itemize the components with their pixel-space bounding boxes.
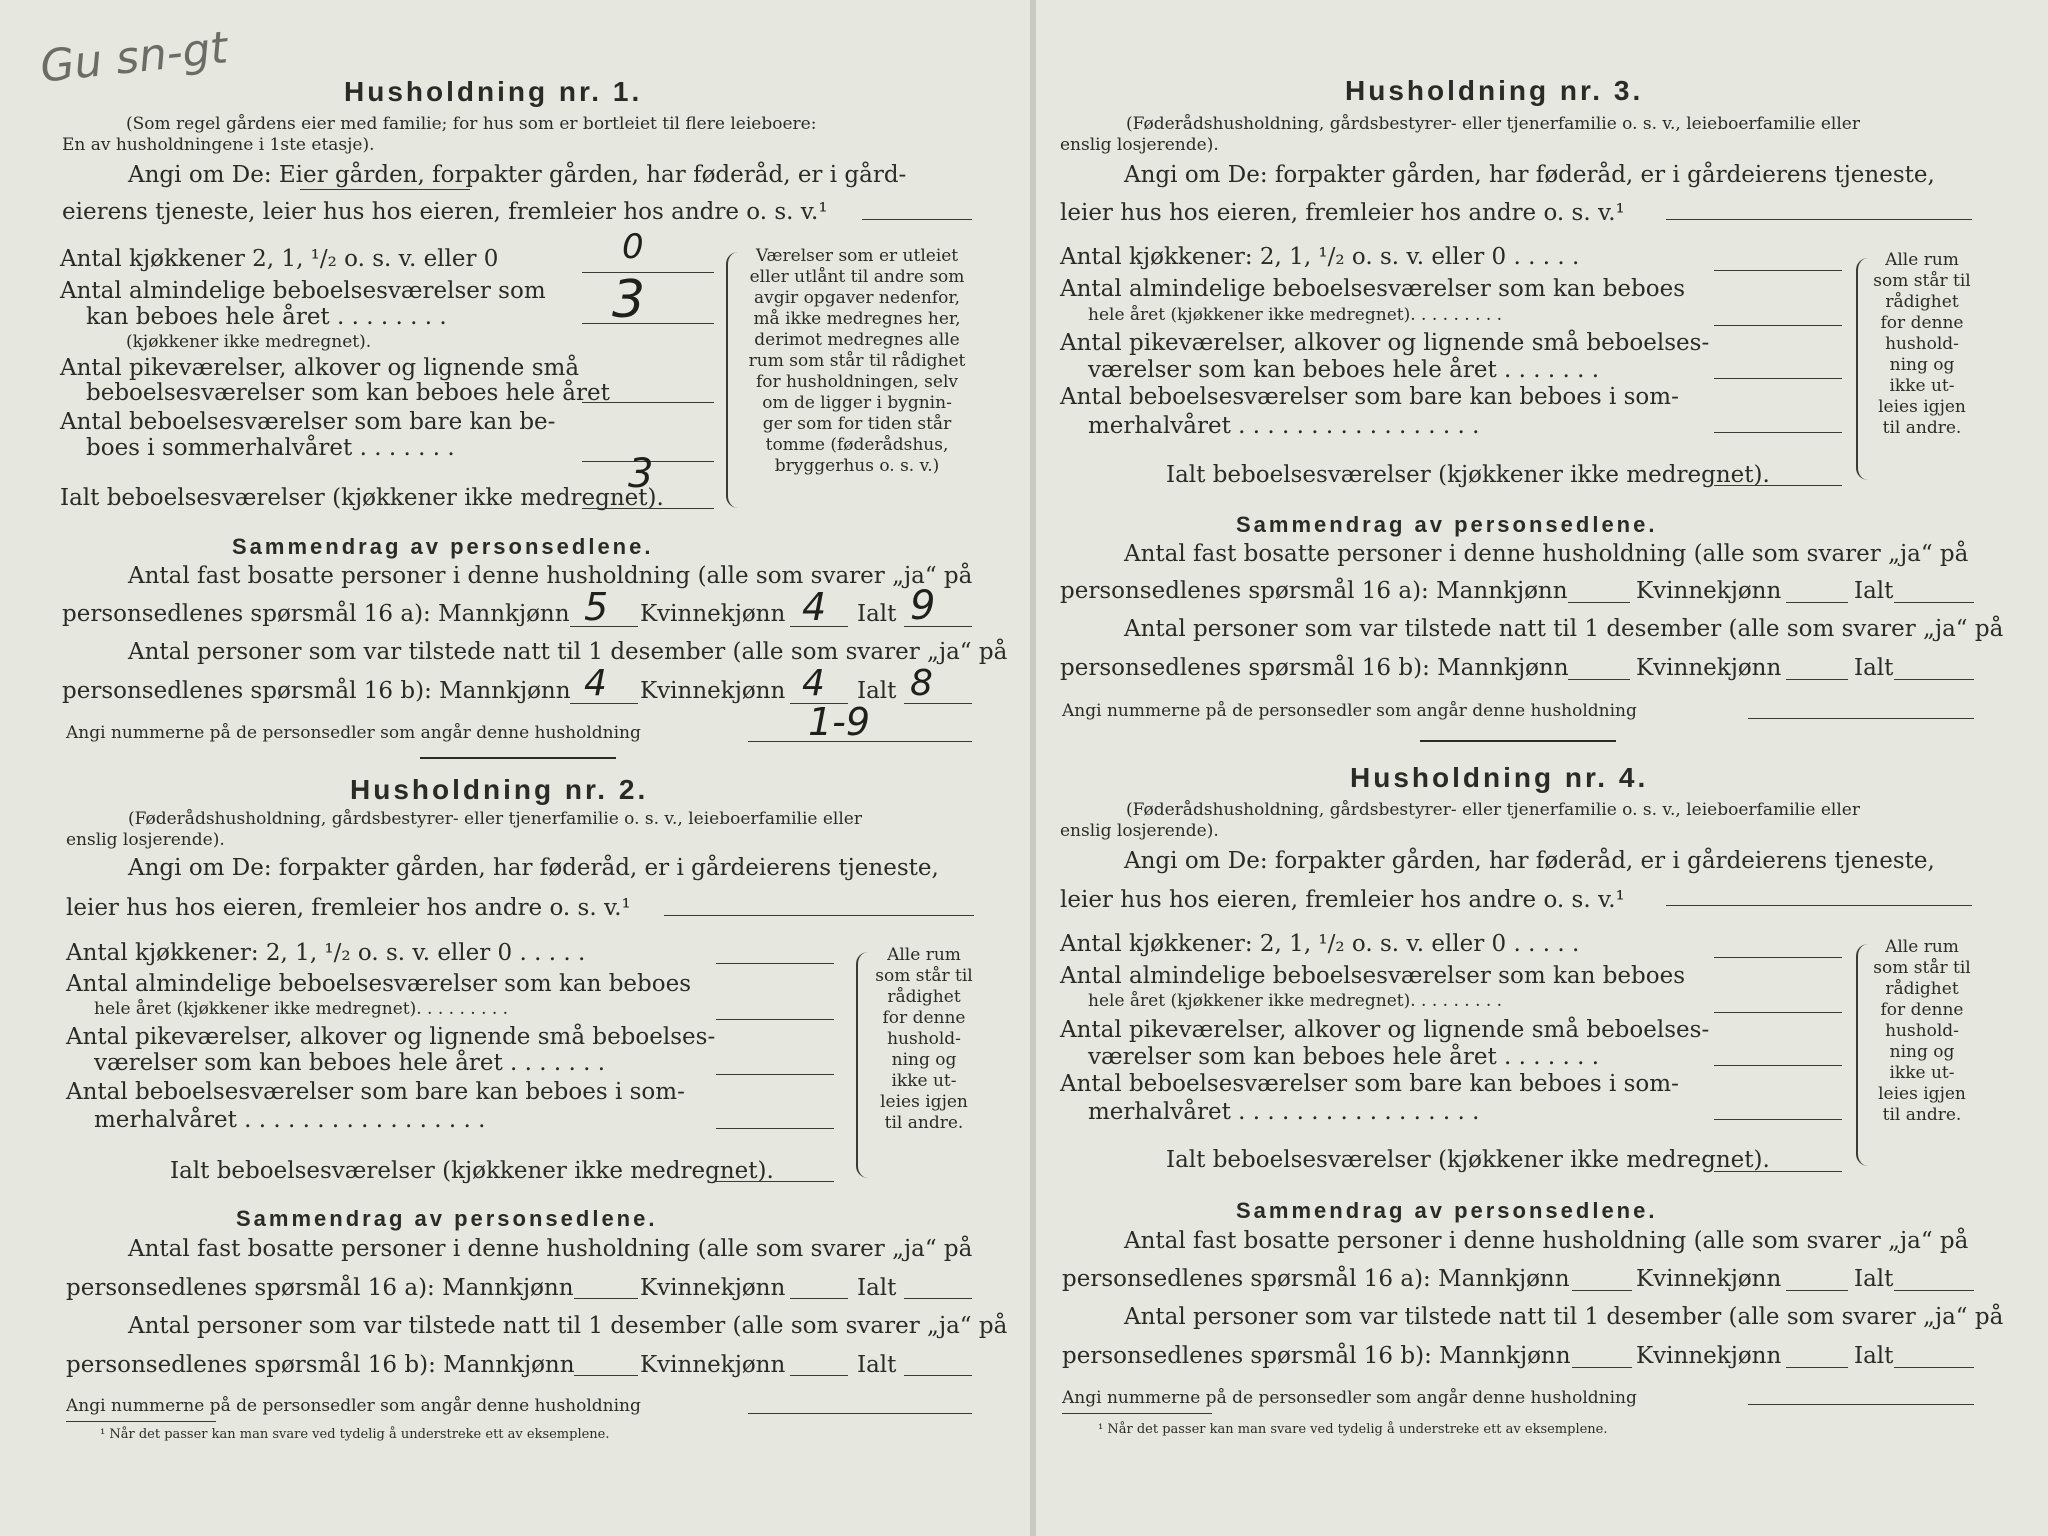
household-1-summary: Antal personer som var tilstede natt til 1 desember (alle som svarer „ja“ på [128, 639, 1008, 665]
household-4-summary-title: Sammendrag av personsedlene. [1236, 1198, 1658, 1223]
answer-line [1568, 679, 1630, 680]
answer-line [582, 272, 714, 273]
household-4-row: Antal kjøkkener: 2, 1, ¹/₂ o. s. v. eller 0 . . . . . [1060, 931, 1580, 957]
answer-line [1786, 1290, 1848, 1291]
footnote-right: ¹ Når det passer kan man svare ved tydelig å understreke ett av eksemplene. [1098, 1422, 1608, 1437]
answer-fast-total: 9 [910, 583, 936, 629]
household-2-summary: Ialt [857, 1275, 897, 1301]
answer-line [582, 508, 714, 509]
household-2-row: hele året (kjøkkener ikke medregnet). . . . . . . . . [94, 999, 509, 1019]
household-1-row: Ialt beboelsesværelser (kjøkkener ikke medregnet). [60, 485, 664, 511]
answer-line [1714, 270, 1842, 271]
answer-line [716, 1181, 834, 1182]
household-4-summary: Antal fast bosatte personer i denne husholdning (alle som svarer „ja“ på [1124, 1228, 1969, 1254]
answer-line [1786, 1367, 1848, 1368]
household-1-note: (Som regel gårdens eier med familie; for hus som er bortleiet til flere leieboere: [126, 114, 817, 134]
household-4-summary: Ialt [1854, 1343, 1894, 1369]
answer-total-rooms: 3 [628, 451, 654, 497]
household-3-summary: Ialt [1854, 655, 1894, 681]
household-3-note: enslig losjerende). [1060, 135, 1219, 155]
answer-line [664, 915, 974, 916]
answer-line [748, 1413, 972, 1414]
household-4-summary: personsedlenes spørsmål 16 a): Mannkjønn [1062, 1266, 1570, 1292]
answer-present-female: 4 [802, 663, 825, 704]
household-4-note: (Føderådshusholdning, gårdsbestyrer- eller tjenerfamilie o. s. v., leieboerfamilie eller [1126, 800, 1860, 820]
answer-line [904, 1375, 972, 1376]
household-2-summary-title: Sammendrag av personsedlene. [236, 1206, 658, 1231]
household-3-summary: Angi nummerne på de personsedler som angår denne husholdning [1062, 701, 1637, 721]
answer-line [1894, 1367, 1974, 1368]
household-3-angi: leier hus hos eieren, fremleier hos andre o. s. v.¹ [1060, 200, 1625, 226]
household-3-summary: Antal personer som var tilstede natt til 1 desember (alle som svarer „ja“ på [1124, 616, 2004, 642]
household-2-row: merhalvåret . . . . . . . . . . . . . . . . . [94, 1107, 486, 1133]
answer-line [1666, 905, 1972, 906]
household-1-summary: Ialt [857, 678, 897, 704]
answer-line [904, 1298, 972, 1299]
household-1-row: kan beboes hele året . . . . . . . . [86, 304, 447, 330]
household-3-row: hele året (kjøkkener ikke medregnet). . . . . . . . . [1088, 305, 1503, 325]
footnote-rule [1062, 1413, 1212, 1414]
answer-line [1714, 1065, 1842, 1066]
household-2-row: Antal beboelsesværelser som bare kan beboes i som- [66, 1079, 685, 1105]
household-1-summary: Antal fast bosatte personer i denne husholdning (alle som svarer „ja“ på [128, 563, 973, 589]
household-1-row: Antal pikeværelser, alkover og lignende små [60, 355, 580, 381]
household-2-summary: personsedlenes spørsmål 16 a): Mannkjønn [66, 1275, 574, 1301]
household-2-row: Antal kjøkkener: 2, 1, ¹/₂ o. s. v. eller 0 . . . . . [66, 940, 586, 966]
household-1-summary: Kvinnekjønn [640, 678, 786, 704]
answer-line [716, 1074, 834, 1075]
answer-line [1748, 1404, 1974, 1405]
answer-fast-male: 5 [584, 585, 609, 629]
household-2-row: Ialt beboelsesværelser (kjøkkener ikke medregnet). [170, 1158, 774, 1184]
household-4-title: Husholdning nr. 4. [1350, 762, 1649, 793]
answer-line [1666, 219, 1972, 220]
household-3-summary: Ialt [1854, 578, 1894, 604]
household-1-summary: Ialt [857, 601, 897, 627]
answer-line [790, 1375, 848, 1376]
household-3-summary: personsedlenes spørsmål 16 a): Mannkjønn [1060, 578, 1568, 604]
answer-line [716, 1019, 834, 1020]
answer-present-total: 8 [910, 663, 933, 704]
household-2-angi: Angi om De: forpakter gården, har føderåd, er i gårdeierens tjeneste, [128, 855, 939, 881]
household-4-row: Antal almindelige beboelsesværelser som kan beboes [1060, 963, 1686, 989]
household-4-side-note: Alle rum som står til rådighet for denne hushold- ning og ikke ut- leies igjen til andre. [1873, 937, 1971, 1125]
answer-line [574, 1375, 638, 1376]
household-4-summary: Angi nummerne på de personsedler som angår denne husholdning [1062, 1388, 1637, 1408]
answer-ordinary-rooms: 3 [612, 270, 646, 330]
household-2-summary: personsedlenes spørsmål 16 b): Mannkjønn [66, 1352, 575, 1378]
answer-line [1568, 602, 1630, 603]
answer-line [1714, 957, 1842, 958]
household-4-row: Ialt beboelsesværelser (kjøkkener ikke medregnet). [1166, 1147, 1770, 1173]
answer-fast-female: 4 [802, 585, 827, 629]
household-4-summary: Ialt [1854, 1266, 1894, 1292]
answer-line [582, 323, 714, 324]
answer-kitchens: 0 [622, 227, 644, 267]
household-1-summary: personsedlenes spørsmål 16 a): Mannkjønn [62, 601, 570, 627]
household-3-row: værelser som kan beboes hele året . . . . . . . [1088, 357, 1600, 383]
household-3-angi: Angi om De: forpakter gården, har føderåd, er i gårdeierens tjeneste, [1124, 162, 1935, 188]
footnote-rule [66, 1421, 216, 1422]
household-4-angi: leier hus hos eieren, fremleier hos andre o. s. v.¹ [1060, 887, 1625, 913]
household-2-summary: Antal fast bosatte personer i denne husholdning (alle som svarer „ja“ på [128, 1236, 973, 1262]
answer-numbers: 1-9 [808, 700, 871, 744]
answer-line [574, 1298, 638, 1299]
household-4-angi: Angi om De: forpakter gården, har føderåd, er i gårdeierens tjeneste, [1124, 848, 1935, 874]
household-1-side-note: Værelser som er utleiet eller utlånt til andre som avgir opgaver nedenfor, må ikke medregnes her, derimot medregnes alle rum som står til rådighet for husholdningen, selv om de ligger i bygnin- ger som for tiden står tomme (føderådshus, bryggerhus o. s. v.) [748, 246, 966, 476]
answer-present-male: 4 [584, 663, 607, 704]
section-divider [420, 757, 616, 759]
household-3-row: Antal kjøkkener: 2, 1, ¹/₂ o. s. v. eller 0 . . . . . [1060, 244, 1580, 270]
answer-line [1748, 718, 1974, 719]
household-3-summary: Kvinnekjønn [1636, 655, 1782, 681]
household-4-summary: personsedlenes spørsmål 16 b): Mannkjønn [1062, 1343, 1571, 1369]
household-4-summary: Kvinnekjønn [1636, 1266, 1782, 1292]
eier-underline [300, 189, 470, 190]
household-3-summary-title: Sammendrag av personsedlene. [1236, 512, 1658, 537]
answer-line [1714, 432, 1842, 433]
household-2-note: enslig losjerende). [66, 830, 225, 850]
household-2-angi: leier hus hos eieren, fremleier hos andre o. s. v.¹ [66, 895, 631, 921]
household-1-title: Husholdning nr. 1. [344, 76, 643, 107]
household-2-summary: Angi nummerne på de personsedler som angår denne husholdning [66, 1396, 641, 1416]
household-4-row: værelser som kan beboes hele året . . . . . . . [1088, 1044, 1600, 1070]
household-3-summary: personsedlenes spørsmål 16 b): Mannkjønn [1060, 655, 1569, 681]
household-4-row: merhalvåret . . . . . . . . . . . . . . . . . [1088, 1099, 1480, 1125]
household-1-angi: Angi om De: Eier gården, forpakter gården, har føderåd, er i gård- [128, 162, 907, 188]
household-2-summary: Ialt [857, 1352, 897, 1378]
household-2-summary: Kvinnekjønn [640, 1275, 786, 1301]
answer-line [1714, 378, 1842, 379]
household-1-angi: eierens tjeneste, leier hus hos eieren, fremleier hos andre o. s. v.¹ [62, 199, 828, 225]
answer-line [1572, 1367, 1632, 1368]
household-1-summary: Angi nummerne på de personsedler som angår denne husholdning [66, 723, 641, 743]
household-1-row: Antal kjøkkener 2, 1, ¹/₂ o. s. v. eller 0 [60, 246, 499, 272]
answer-line [1786, 679, 1848, 680]
answer-line [716, 963, 834, 964]
household-1-row: Antal beboelsesværelser som bare kan be- [60, 409, 556, 435]
answer-line [1894, 602, 1974, 603]
household-2-side-note: Alle rum som står til rådighet for denne hushold- ning og ikke ut- leies igjen til andre. [875, 945, 973, 1133]
household-3-side-note: Alle rum som står til rådighet for denne hushold- ning og ikke ut- leies igjen til andre. [1873, 250, 1971, 438]
household-2-summary: Antal personer som var tilstede natt til 1 desember (alle som svarer „ja“ på [128, 1313, 1008, 1339]
household-2-summary: Kvinnekjønn [640, 1352, 786, 1378]
household-1-note: En av husholdningene i 1ste etasje). [62, 135, 375, 155]
section-divider [1420, 740, 1616, 742]
household-3-row: Antal beboelsesværelser som bare kan beboes i som- [1060, 384, 1679, 410]
answer-line [1714, 485, 1842, 486]
footnote-left: ¹ Når det passer kan man svare ved tydelig å understreke ett av eksemplene. [100, 1427, 610, 1442]
household-1-row: beboelsesværelser som kan beboes hele året [86, 380, 610, 406]
household-3-summary: Kvinnekjønn [1636, 578, 1782, 604]
household-1-summary: Kvinnekjønn [640, 601, 786, 627]
answer-line [1714, 1119, 1842, 1120]
household-4-row: Antal pikeværelser, alkover og lignende små beboelses- [1060, 1017, 1710, 1043]
household-1-summary-title: Sammendrag av personsedlene. [232, 534, 654, 559]
household-3-title: Husholdning nr. 3. [1345, 75, 1644, 106]
answer-line [1714, 325, 1842, 326]
pencil-note: Gu sn-gt [37, 22, 230, 93]
household-4-summary: Kvinnekjønn [1636, 1343, 1782, 1369]
household-2-title: Husholdning nr. 2. [350, 774, 649, 805]
household-2-row: Antal almindelige beboelsesværelser som kan beboes [66, 971, 692, 997]
household-1-summary: personsedlenes spørsmål 16 b): Mannkjønn [62, 678, 571, 704]
answer-line [582, 402, 714, 403]
household-2-row: Antal pikeværelser, alkover og lignende små beboelses- [66, 1024, 716, 1050]
household-3-row: Ialt beboelsesværelser (kjøkkener ikke medregnet). [1166, 462, 1770, 488]
household-2-note: (Føderådshusholdning, gårdsbestyrer- eller tjenerfamilie o. s. v., leieboerfamilie eller [128, 809, 862, 829]
answer-line [1714, 1171, 1842, 1172]
household-3-row: Antal almindelige beboelsesværelser som kan beboes [1060, 276, 1686, 302]
household-3-row: merhalvåret . . . . . . . . . . . . . . . . . [1088, 413, 1480, 439]
household-3-summary: Antal fast bosatte personer i denne husholdning (alle som svarer „ja“ på [1124, 541, 1969, 567]
answer-line [1894, 1290, 1974, 1291]
answer-line [1786, 602, 1848, 603]
answer-line [716, 1128, 834, 1129]
answer-line [1894, 679, 1974, 680]
household-2-row: værelser som kan beboes hele året . . . . . . . [94, 1050, 606, 1076]
answer-line [862, 219, 972, 220]
household-3-note: (Føderådshusholdning, gårdsbestyrer- eller tjenerfamilie o. s. v., leieboerfamilie eller [1126, 114, 1860, 134]
answer-line [790, 1298, 848, 1299]
household-4-row: Antal beboelsesværelser som bare kan beboes i som- [1060, 1071, 1679, 1097]
household-1-row: (kjøkkener ikke medregnet). [126, 332, 372, 352]
answer-line [1714, 1012, 1842, 1013]
answer-line [1572, 1290, 1632, 1291]
household-4-note: enslig losjerende). [1060, 821, 1219, 841]
household-4-row: hele året (kjøkkener ikke medregnet). . . . . . . . . [1088, 991, 1503, 1011]
household-3-row: Antal pikeværelser, alkover og lignende små beboelses- [1060, 330, 1710, 356]
household-4-summary: Antal personer som var tilstede natt til 1 desember (alle som svarer „ja“ på [1124, 1304, 2004, 1330]
household-1-row: Antal almindelige beboelsesværelser som [60, 278, 546, 304]
household-1-row: boes i sommerhalvåret . . . . . . . [86, 435, 455, 461]
